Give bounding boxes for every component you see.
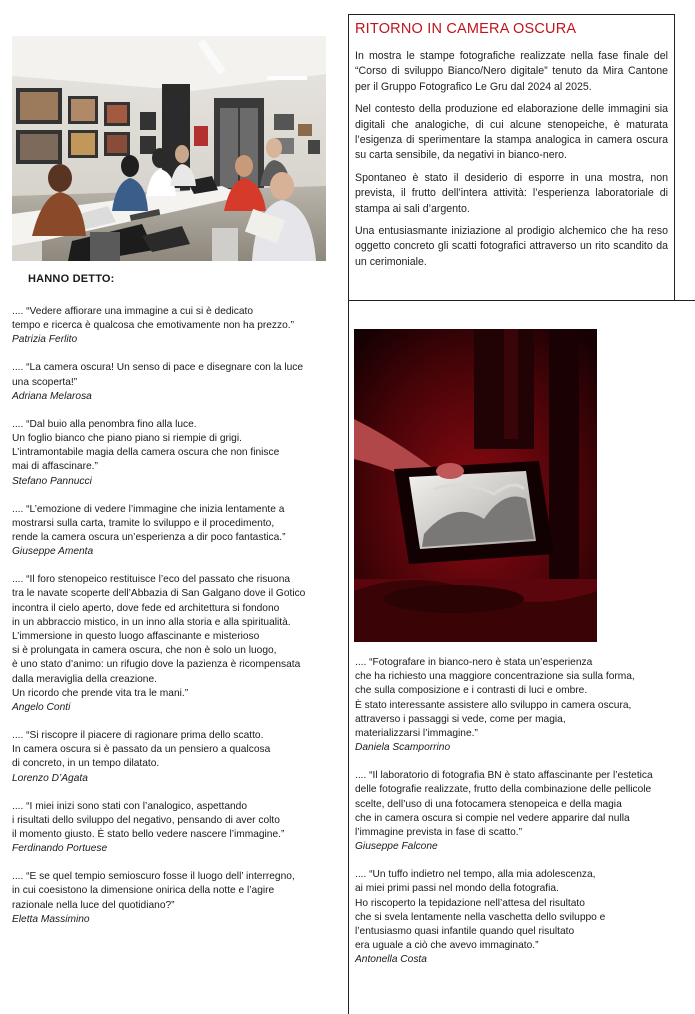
quote-text: .... “I miei inizi sono stati con l’analogico, aspettando i risultati dello sviluppo del negativo, pensando di aver colto il momento giusto. È stato bello vedere nascere l’immagine.”: [12, 800, 285, 841]
quote-item: [12, 729, 342, 786]
quote-text: .... “La camera oscura! Un senso di pace e disegnare con la luce una scoperta!”: [12, 362, 304, 388]
quote-author: Antonella Costa: [355, 954, 427, 966]
quote-item: [12, 418, 342, 489]
quotes-right-column: [355, 656, 690, 981]
quote-item: [12, 503, 342, 560]
quote-text: .... “Dal buio alla penombra fino alla luce. Un foglio bianco che piano piano si riempie di grigi. L’intramontabile magia della camera oscura che non finisce mai di affascinare.”: [12, 418, 280, 473]
quote-author: Angelo Conti: [12, 702, 71, 714]
quote-text: .... “Il laboratorio di fotografia BN è stato affascinante per l’estetica delle fotografie realizzate, frutto della combinazione delle pellicole scelte, dell’uso di una fotocamera stenopeica e della magia che in camera oscura si compie nel vedere apparire dal nulla l’immagine prevista in fase di scatto.”: [355, 770, 653, 839]
quote-author: Adriana Melarosa: [12, 390, 92, 402]
workshop-photo-illustration: [12, 36, 326, 261]
quote-item: [12, 800, 342, 857]
info-paragraph: Una entusiasmante iniziazione al prodigio alchemico che ha reso oggetto concreto gli scatti fotografici attraverso un rito scandito da un cerimoniale.: [355, 225, 668, 268]
quote-item: [12, 573, 342, 715]
quote-text: .... “L’emozione di vedere l’immagine che inizia lentamente a mostrarsi sulla carta, tramite lo sviluppo e il procedimento, rende la camera oscura un’esperienza a dir poco fantastica.”: [12, 503, 286, 544]
quote-author: Eletta Massimino: [12, 913, 90, 925]
quote-text: .... “Vedere affiorare una immagine a cui si è dedicato tempo e ricerca è qualcosa che emotivamente non ha prezzo.”: [12, 306, 295, 332]
info-paragraph: Nel contesto della produzione ed elaborazione delle immagini sia digitali che analogiche, di cui alcune stenopeiche, è maturata l’esigenza di sperimentare la stampa analogica in camera oscura su carta sensibile, da negativi in bianco-nero.: [355, 103, 668, 162]
quote-item: [12, 870, 342, 927]
darkroom-photo: [354, 329, 597, 642]
quote-item: [355, 868, 690, 967]
divider-horizontal: [348, 300, 695, 301]
workshop-photo: [12, 36, 326, 261]
quote-item: [355, 769, 690, 854]
divider-vertical: [348, 300, 349, 1014]
quote-text: .... “E se quel tempio semioscuro fosse il luogo dell’ interregno, in cui coesistono la dimensione onirica della notte e l’agire razionale nella luce del quotidiano?”: [12, 871, 295, 911]
quote-text: .... “Fotografare in bianco-nero è stata un’esperienza che ha richiesto una maggiore concentrazione sia sulla forma, che sulla composizione e i contrasti di luci e ombre. È stato interessante assistere allo sviluppo in camera oscura, attraverso i passaggi si vede, come per magia, materializzarsi l’immagine.”: [355, 657, 635, 740]
quote-item: [12, 361, 342, 403]
quote-author: Ferdinando Portuese: [12, 843, 108, 855]
quote-author: Giuseppe Falcone: [355, 841, 438, 853]
said-section-title: HANNO DETTO:: [28, 273, 115, 285]
quote-text: .... “Il foro stenopeico restituisce l’eco del passato che risuona tra le navate scoperte dell’Abbazia di San Galgano dove il Gotico incontra il cielo aperto, dove fede ed architettura si fondono in un abbraccio mistico, in un inno alla storia e alla spiritualità. L’immersione in questo luogo affascinante e misterioso si è prolungata in camera oscura, che non è solo un luogo, è uno stato d’animo: un rifugio dove la pazienza è ricompensata dalla meraviglia della creazione. Un ricordo che prende vita tra le mani.”: [12, 574, 306, 699]
darkroom-photo-illustration: [354, 329, 597, 642]
info-box: [348, 14, 675, 301]
quote-text: .... “Si riscopre il piacere di ragionare prima dello scatto. In camera oscura si è passato da un pensiero a qualcosa di concreto, in un tempo dilatato.: [12, 730, 271, 770]
quote-author: Daniela Scamporrino: [355, 742, 451, 754]
quote-item: [12, 305, 342, 347]
quote-author: Lorenzo D’Agata: [12, 772, 88, 784]
quote-author: Patrizia Ferlito: [12, 334, 78, 346]
info-paragraph: In mostra le stampe fotografiche realizzate nella fase finale del “Corso di sviluppo Bianco/Nero digitale” tenuto da Mira Cantone per il Gruppo Fotografico Le Gru dal 2024 al 2025.: [355, 50, 668, 93]
quotes-left-column: [12, 305, 342, 941]
info-paragraph: Spontaneo è stato il desiderio di esporre in una mostra, non prevista, il frutto dell’intera attività: l’esperienza laboratoriale di stampa ai sali d’argento.: [355, 171, 668, 215]
quote-item: [355, 656, 690, 755]
quote-text: .... “Un tuffo indietro nel tempo, alla mia adolescenza, ai miei primi passi nel mondo della fotografia. Ho riscoperto la tepidazione nell’attesa del risultato che si svela lentamente nella vaschetta dello sviluppo e l’entusiasmo quasi infantile quando quel risultato era uguale a ciò che avevo immaginato.”: [355, 869, 606, 952]
quote-author: Stefano Pannucci: [12, 475, 92, 487]
exhibition-title: RITORNO IN CAMERA OSCURA: [355, 21, 577, 37]
quote-author: Giuseppe Amenta: [12, 546, 94, 558]
